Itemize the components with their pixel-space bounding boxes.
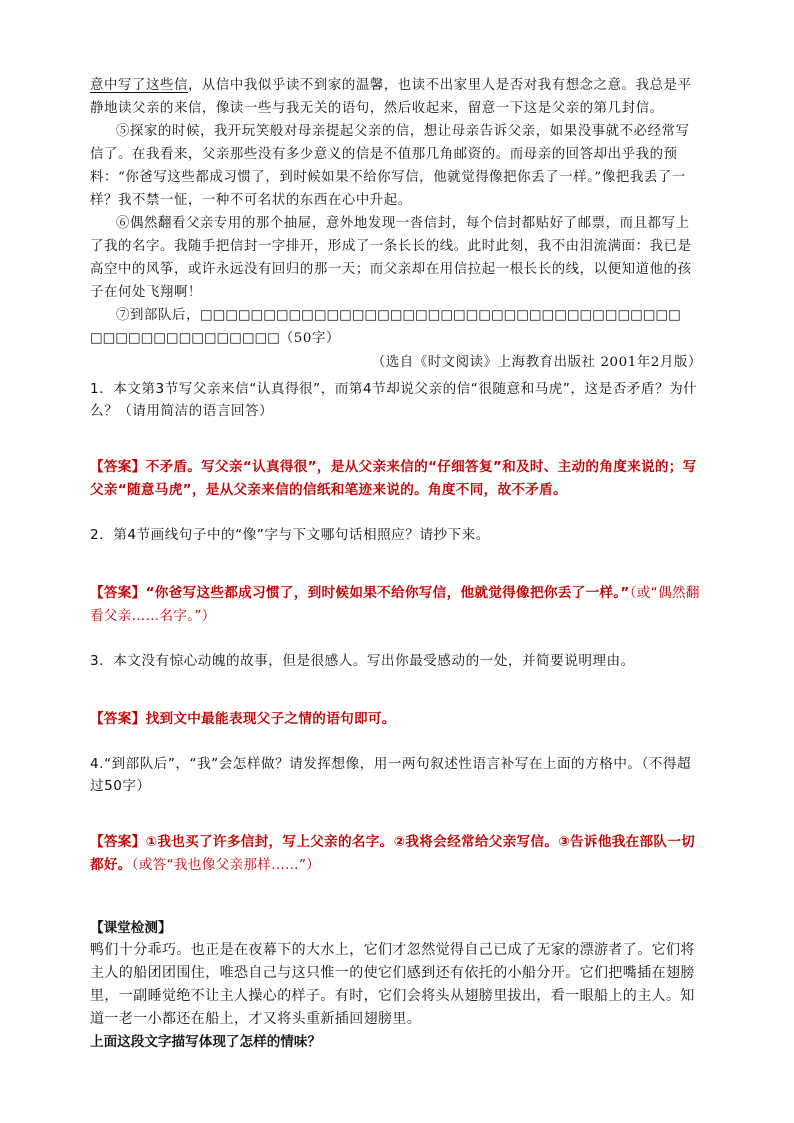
passage-paragraph-7: ⑦到部队后，□□□□□□□□□□□□□□□□□□□□□□□□□□□□□□□□□□□□□□ [116, 308, 681, 323]
answer-2: 【答案】“你爸写这些都成习惯了，到时候如果不给你写信，他就觉得像把你丢了一样。”（或“偶然翻看父亲……名字。”） [90, 585, 700, 624]
check-passage: 鸭们十分乖巧。也正是在夜幕下的大水上，它们才忽然觉得自己已成了无家的漂游者了。它们将主人的船团团围住，唯恐自己与这只惟一的使它们感到还有依托的小船分开。它们把嘴插在翅膀里，一副睡觉绝不让主人操心的样子。有时，它们会将头从翅膀里拔出，看一眼船上的主人。知道一老一小都还在船上，才又将头重新插回翅膀里。 [90, 942, 695, 1027]
answer-grid-line-1[interactable]: □□□□□□□□□□□□□□□□□□□□□□□□□□□□□□□□□□□□□□ [199, 308, 681, 323]
check-question: 上面这段文字描写体现了怎样的情味？ [90, 1034, 322, 1050]
answer-tag: 【答案】 [90, 834, 146, 850]
question-2: 2．第4节画线句子中的“像”字与下文哪句话相照应？请抄下来。 [90, 527, 490, 543]
answer-4: 【答案】①我也买了许多信封，写上父亲的名字。②我将会经常给父亲写信。③告诉他我在部队一切都好。（或答“我也像父亲那样……”） [90, 834, 696, 873]
passage-paragraph-5: ⑤探家的时候，我开玩笑般对母亲提起父亲的信，想让母亲告诉父亲，如果没事就不必经常写信了。在我看来，父亲那些没有多少意义的信是不值那几角邮资的。而母亲的回答却出乎我的预料：“你爸写这些都成习惯了，到时候如果不给你写信，他就觉得像把你丢了一样。”像把我丢了一样？我不禁一怔，一种不可名状的东西在心中升起。 [90, 124, 690, 208]
answer-grid-line-2[interactable]: □□□□□□□□□□□□□□□ [90, 331, 280, 346]
answer-tag: 【答案】 [90, 585, 146, 601]
underlined-sentence: 意中写了这些信 [90, 78, 188, 93]
section-heading-class-check: 【课堂检测】 [90, 920, 172, 936]
source-citation: （选自《时文阅读》上海教育出版社 2001年2月版） [371, 355, 702, 370]
question-3: 3．本文没有惊心动魄的故事，但是很感人。写出你最受感动的一处，并简要说明理由。 [90, 653, 635, 669]
answer-3: 【答案】找到文中最能表现父子之情的语句即可。 [90, 711, 396, 727]
word-limit-note: （50字） [279, 331, 340, 346]
document-page [90, 74, 702, 1053]
passage-paragraph-6: ⑥偶然翻看父亲专用的那个抽屉，意外地发现一沓信封，每个信封都贴好了邮票，而且都写上了我的名字。我随手把信封一字排开，形成了一条长长的线。此时此刻，我不由泪流满面：我已是高空中的风筝，或许永远没有回归的那一天；而父亲却在用信拉起一根长长的线，以便知道他的孩子在何处飞翔啊！ [90, 216, 692, 300]
answer-tag: 【答案】 [90, 711, 146, 727]
answer-1: 【答案】不矛盾。写父亲“认真得很”，是从父亲来信的“仔细答复”和及时、主动的角度来说的；写父亲“随意马虎”，是从父亲来信的信纸和笔迹来说的。角度不同，故不矛盾。 [90, 459, 697, 498]
question-4: 4.“到部队后”，“我”会怎样做？请发挥想像，用一两句叙述性语言补写在上面的方格中。（不得超过50字） [90, 756, 692, 794]
question-1: 1．本文第3节写父亲来信“认真得很”，而第4节却说父亲的信“很随意和马虎”，这是否矛盾？为什么？（请用简洁的语言回答） [90, 381, 698, 419]
passage-paragraph-7-cont [90, 327, 702, 350]
passage-paragraph-4: 意中写了这些信，从信中我似乎读不到家的温馨，也读不出家里人是否对我有想念之意。我总是平静地读父亲的来信，像读一些与我无关的语句，然后收起来，留意一下这是父亲的第几封信。 [90, 78, 692, 116]
answer-tag: 【答案】 [90, 459, 146, 475]
